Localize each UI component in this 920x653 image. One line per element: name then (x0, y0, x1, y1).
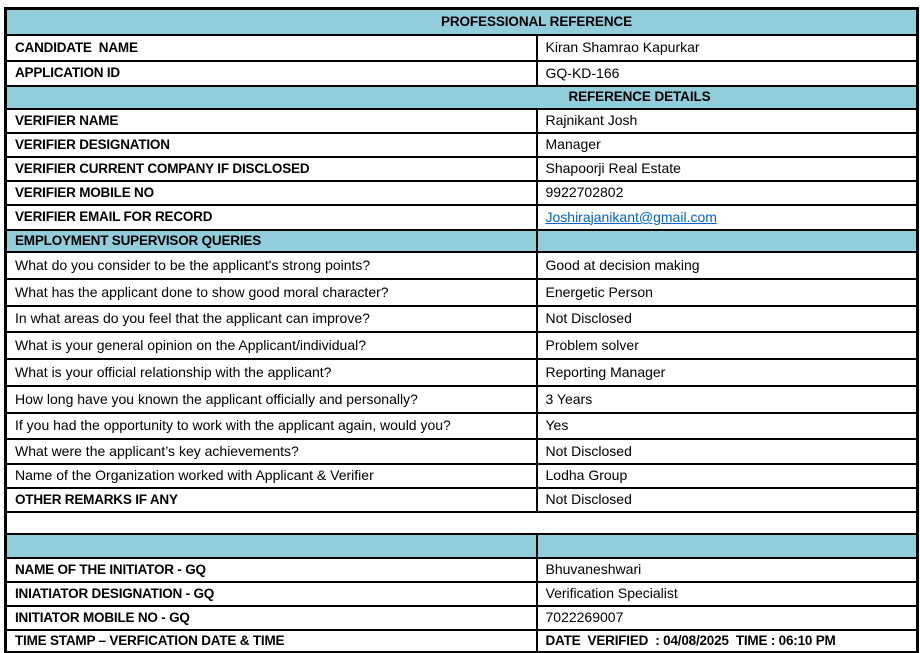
initiator-name-value: Bhuvaneshwari (537, 558, 918, 582)
other-remarks-label: OTHER REMARKS IF ANY (6, 488, 537, 512)
query-improve-question: In what areas do you feel that the applicant can improve? (6, 306, 537, 332)
other-remarks-value: Not Disclosed (537, 488, 918, 512)
initiator-mobile-label: INITIATOR MOBILE NO - GQ (6, 606, 537, 630)
form-title: PROFESSIONAL REFERENCE (6, 9, 918, 35)
row-query-organization (6, 464, 918, 488)
query-known-duration-answer: 3 Years (537, 386, 918, 413)
verifier-mobile-value: 9922702802 (537, 181, 918, 205)
candidate-name-label: CANDIDATE NAME (6, 35, 537, 61)
verifier-email-cell (537, 205, 918, 230)
row-query-work-again (6, 413, 918, 439)
verifier-email-label: VERIFIER EMAIL FOR RECORD (6, 205, 537, 230)
row-initiator-name (6, 558, 918, 582)
row-spacer-blue (6, 534, 918, 558)
verifier-designation-value: Manager (537, 133, 918, 157)
query-work-again-question: If you had the opportunity to work with the applicant again, would you? (6, 413, 537, 439)
verifier-company-value: Shapoorji Real Estate (537, 157, 918, 181)
row-spacer-white (6, 512, 918, 534)
spacer-white-cell (6, 512, 918, 534)
application-id-label: APPLICATION ID (6, 61, 537, 86)
row-initiator-designation (6, 582, 918, 606)
verifier-name-value: Rajnikant Josh (537, 109, 918, 133)
initiator-designation-value: Verification Specialist (537, 582, 918, 606)
timestamp-label: TIME STAMP – VERFICATION DATE & TIME (6, 630, 537, 653)
spacer-blue-left-cell (6, 534, 537, 558)
initiator-designation-label: INIATIATOR DESIGNATION - GQ (6, 582, 537, 606)
row-other-remarks (6, 488, 918, 512)
row-verifier-mobile (6, 181, 918, 205)
row-verifier-email (6, 205, 918, 230)
initiator-mobile-value: 7022269007 (537, 606, 918, 630)
query-official-relationship-answer: Reporting Manager (537, 359, 918, 386)
verifier-company-label: VERIFIER CURRENT COMPANY IF DISCLOSED (6, 157, 537, 181)
query-moral-character-question: What has the applicant done to show good moral character? (6, 279, 537, 306)
row-query-key-achievements (6, 439, 918, 464)
query-organization-answer: Lodha Group (537, 464, 918, 488)
timestamp-value: DATE VERIFIED : 04/08/2025 TIME : 06:10 PM (537, 630, 918, 653)
row-application-id (6, 61, 918, 86)
row-initiator-mobile (6, 606, 918, 630)
supervisor-queries-title: EMPLOYMENT SUPERVISOR QUERIES (6, 230, 537, 252)
application-id-value: GQ-KD-166 (537, 61, 918, 86)
verifier-designation-label: VERIFIER DESIGNATION (6, 133, 537, 157)
reference-table (4, 7, 919, 653)
query-moral-character-answer: Energetic Person (537, 279, 918, 306)
query-known-duration-question: How long have you known the applicant officially and personally? (6, 386, 537, 413)
row-supervisor-queries-header (6, 230, 918, 252)
row-timestamp (6, 630, 918, 653)
supervisor-queries-header-empty-cell (537, 230, 918, 252)
query-key-achievements-answer: Not Disclosed (537, 439, 918, 464)
row-candidate-name (6, 35, 918, 61)
row-reference-details-header (6, 86, 918, 109)
query-key-achievements-question: What were the applicant’s key achievements? (6, 439, 537, 464)
initiator-name-label: NAME OF THE INITIATOR - GQ (6, 558, 537, 582)
row-query-official-relationship (6, 359, 918, 386)
row-verifier-designation (6, 133, 918, 157)
candidate-name-value: Kiran Shamrao Kapurkar (537, 35, 918, 61)
query-strong-points-answer: Good at decision making (537, 252, 918, 279)
reference-details-title: REFERENCE DETAILS (6, 86, 918, 109)
verifier-name-label: VERIFIER NAME (6, 109, 537, 133)
query-organization-question: Name of the Organization worked with Applicant & Verifier (6, 464, 537, 488)
query-work-again-answer: Yes (537, 413, 918, 439)
query-general-opinion-question: What is your general opinion on the Applicant/individual? (6, 332, 537, 359)
row-query-improve (6, 306, 918, 332)
row-query-general-opinion (6, 332, 918, 359)
row-verifier-company (6, 157, 918, 181)
query-general-opinion-answer: Problem solver (537, 332, 918, 359)
row-query-strong-points (6, 252, 918, 279)
row-query-moral-character (6, 279, 918, 306)
verifier-mobile-label: VERIFIER MOBILE NO (6, 181, 537, 205)
verifier-email-link[interactable]: Joshirajanikant@gmail.com (545, 208, 717, 225)
row-verifier-name (6, 109, 918, 133)
query-strong-points-question: What do you consider to be the applicant's strong points? (6, 252, 537, 279)
row-title (6, 9, 918, 35)
query-official-relationship-question: What is your official relationship with the applicant? (6, 359, 537, 386)
query-improve-answer: Not Disclosed (537, 306, 918, 332)
spacer-blue-right-cell (537, 534, 918, 558)
row-query-known-duration (6, 386, 918, 413)
